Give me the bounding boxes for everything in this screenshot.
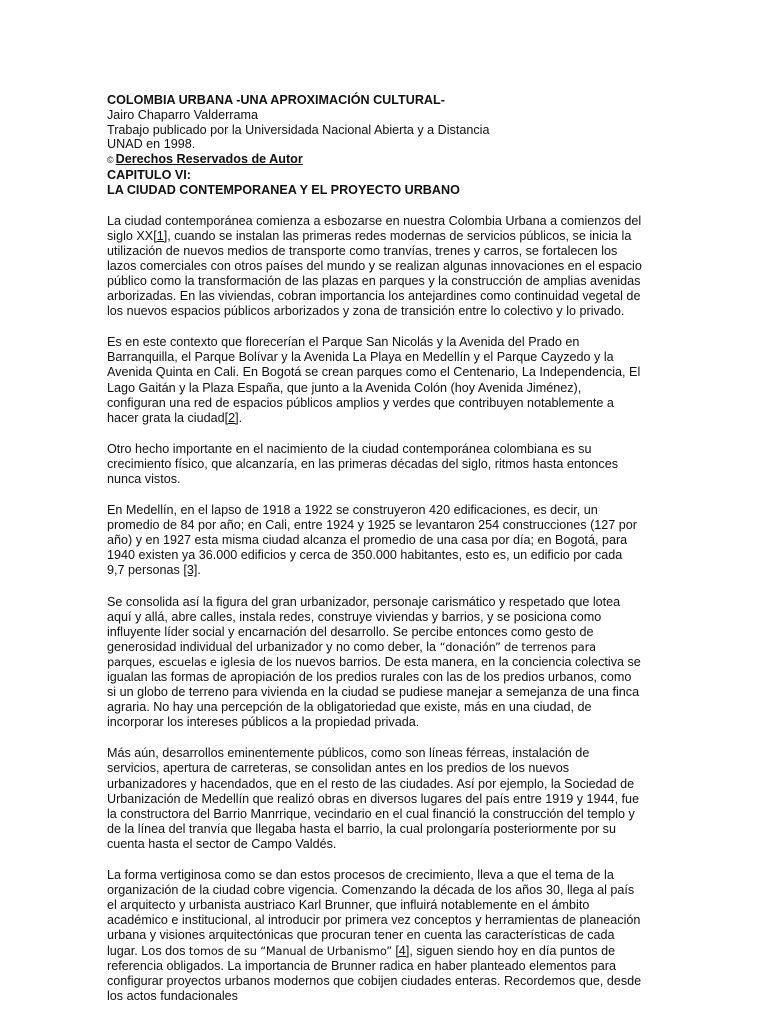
paragraph-text: Se consolida así la figura del gran urbanizador, personaje carismático y respetado que lotea aquí y allá, abre calles, instala redes, construye viviendas y barrios, y se posiciona como influyente líder social y encarnación del desarrollo. Se percibe entonces como gesto de generosidad individual del urbanizador y no como deber, la: [107, 594, 621, 654]
footnote-link-4[interactable]: [4]: [395, 943, 410, 958]
paragraph-text: La forma vertiginosa como se dan estos procesos de crecimiento, lleva a que el tema de la organización de la ciudad cobre vigencia. Comenzando la década de los años 30, llega al país el arquitecto y urbanista austriaco Karl Brunner, que influirá notablemente en el ámbito académico e institucional, al introducir por primera vez conceptos y herramientas de planeación urbana y visiones arquitectónicas que procuran tener en cuenta las características de cada lugar. Los dos: [107, 868, 641, 958]
paragraph-text: tomos de su “Manual de Urbanismo”: [188, 943, 396, 958]
paragraph-7: [107, 868, 642, 1004]
spacer: [107, 198, 708, 214]
paragraph-text: “donación” de terrenos para parques, escuelas e iglesia de los: [107, 639, 596, 669]
paragraph-text: , cuando se instalan las primeras redes modernas de servicios públicos, se inicia la utilización de nuevos medios de transporte como tranvías, trenes y carros, se fortalecen los lazos comerciales con otros países del mundo y se realizan algunas innovaciones en el espacio público como la transformación de las plazas en parques y la construcción de amplias avenidas arborizadas. En las viviendas, cobran importancia los antejardines como continuidad vegetal de los nuevos espacios públicos arborizados y zona de transición entre lo colectivo y lo privado.: [107, 228, 642, 319]
paragraph-5: [107, 595, 642, 731]
publication-note: Trabajo publicado por la Universidada Nacional Abierta y a Distancia: [107, 122, 490, 137]
footnote-link-2[interactable]: [2]: [224, 410, 239, 425]
paragraph-text: , siguen siendo hoy en día puntos de referencia obligados. La importancia de Brunner radica en haber planteado elementos para configurar proyectos urbanos modernos que cobijen ciudades enteras. Recordemos que, desde los actos fundacionales: [107, 943, 642, 1003]
chapter-number: CAPITULO VI:: [107, 167, 191, 182]
footnote-link-3[interactable]: [3]: [183, 563, 198, 578]
paragraph-text: La ciudad contemporánea comienza a esbozarse en nuestra Colombia Urbana a comienzos del siglo XX: [107, 213, 642, 243]
paragraph-6: Más aún, desarrollos eminentemente públicos, como son líneas férreas, instalación de servicios, apertura de carreteras, se consolidan antes en los predios de los nuevos urbanizadores y hacendados, que en el resto de las ciudades. Así por ejemplo, la Sociedad de Urbanización de Medellín que realizó obras en diversos lugares del país entre 1919 y 1944, fue la constructora del Barrio Manrrique, vecindario en el cual financió la construcción del templo y de la línea del tranvía que llegaba hasta el barrio, la cual prolongaría posteriormente por su cuenta hasta el sector de Campo Valdés.: [107, 746, 640, 851]
document-header: [107, 93, 708, 198]
document-title: COLOMBIA URBANA -UNA APROXIMACIÓN CULTURAL-: [107, 93, 445, 107]
paragraph-text: nuevos barrios. De esta manera, en la conciencia colectiva se igualan las formas de apropiación de los predios rurales con las de los predios urbanos, como si un globo de terreno para vivienda en la ciudad se pudiese manejar a semejanza de una finca agraria. No hay una percepción de la obligatoriedad que existe, más en una ciudad, de incorporar los intereses públicos a la propiedad privada.: [107, 654, 641, 730]
paragraph-2: [107, 335, 642, 426]
footnote-link-1[interactable]: [1]: [153, 228, 168, 243]
copyright-icon: ©: [107, 155, 114, 166]
paragraph-text: Es en este contexto que florecerían el Parque San Nicolás y la Avenida del Prado en Barranquilla, el Parque Bolívar y la Avenida La Playa en Medellín y el Parque Cayzedo y la Avenida Quinta en Cali. En Bogotá se crean parques como el Centenario, La Independencia, El Lago Gaitán y la Plaza España, que junto a la Avenida Colón (hoy Avenida Jiménez), configuran una red de espacios públicos amplios y verdes que contribuyen notablemente a hacer grata la ciudad: [107, 335, 641, 425]
publication-year: UNAD en 1998.: [107, 137, 196, 152]
paragraph-text: .: [197, 563, 201, 578]
paragraph-4: [107, 503, 642, 578]
chapter-title: LA CIUDAD CONTEMPORANEA Y EL PROYECTO URBANO: [107, 182, 460, 197]
paragraph-text: En Medellín, en el lapso de 1918 a 1922 se construyeron 420 edificaciones, es decir, un promedio de 84 por año; en Cali, entre 1924 y 1925 se levantaron 254 construcciones (127 por año) y en 1927 esta misma ciudad alcanza el promedio de una casa por día; en Bogotá, para 1940 existen ya 36.000 edificios y cerca de 350.000 habitantes, esto es, un edificio por cada 9,7 personas: [107, 503, 637, 578]
copyright-line: [107, 152, 708, 168]
paragraph-3: Otro hecho importante en el nacimiento de la ciudad contemporánea colombiana es su crecimiento físico, que alcanzaría, en las primeras décadas del siglo, ritmos hasta entonces nunca vistos.: [107, 441, 618, 486]
rights-reserved-link[interactable]: Derechos Reservados de Autor: [115, 152, 303, 167]
paragraph-1: [107, 214, 642, 320]
author-name: Jairo Chaparro Valderrama: [107, 107, 258, 122]
paragraph-text: .: [238, 410, 243, 425]
